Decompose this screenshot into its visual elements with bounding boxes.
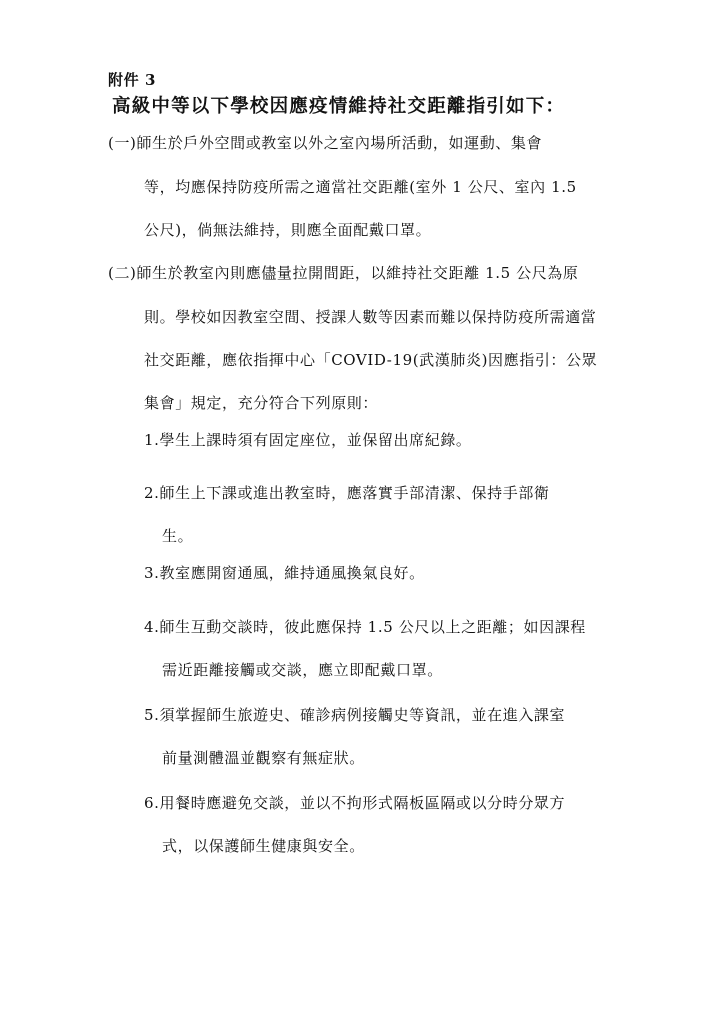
attachment-label: 附件 3 [108,71,157,89]
section-1-line-1: (一)師生於戶外空間或教室以外之室內場所活動，如運動、集會 [108,134,543,152]
list-item-1: 1.學生上課時須有固定座位，並保留出席紀錄。 [144,431,472,449]
section-2-line-4: 集會」規定，充分符合下列原則： [144,394,379,412]
list-item-6-continuation: 式，以保護師生健康與安全。 [162,837,365,855]
list-item-2: 2.師生上下課或進出教室時，應落實手部清潔、保持手部衛 [144,484,550,502]
section-1-line-3: 公尺)，倘無法維持，則應全面配戴口罩。 [144,221,432,239]
list-item-2-continuation: 生。 [162,527,194,545]
section-1-line-2: 等，均應保持防疫所需之適當社交距離(室外 1 公尺、室內 1.5 [144,178,577,196]
document-title: 高級中等以下學校因應疫情維持社交距離指引如下： [112,96,566,117]
section-2-line-1: (二)師生於教室內則應儘量拉開間距，以維持社交距離 1.5 公尺為原 [108,264,579,282]
list-item-4-continuation: 需近距離接觸或交談，應立即配戴口罩。 [162,661,443,679]
list-item-4: 4.師生互動交談時，彼此應保持 1.5 公尺以上之距離；如因課程 [144,618,586,636]
list-item-3: 3.教室應開窗通風，維持通風換氣良好。 [144,564,425,582]
list-item-5: 5.須掌握師生旅遊史、確診病例接觸史等資訊，並在進入課室 [144,706,566,724]
list-item-5-continuation: 前量測體溫並觀察有無症狀。 [162,749,365,767]
section-2-line-2: 則。學校如因教室空間、授課人數等因素而難以保持防疫所需適當 [144,308,597,326]
list-item-6: 6.用餐時應避免交談，並以不拘形式隔板區隔或以分時分眾方 [144,794,566,812]
section-2-line-3: 社交距離，應依指揮中心「COVID-19(武漢肺炎)因應指引：公眾 [144,351,598,369]
